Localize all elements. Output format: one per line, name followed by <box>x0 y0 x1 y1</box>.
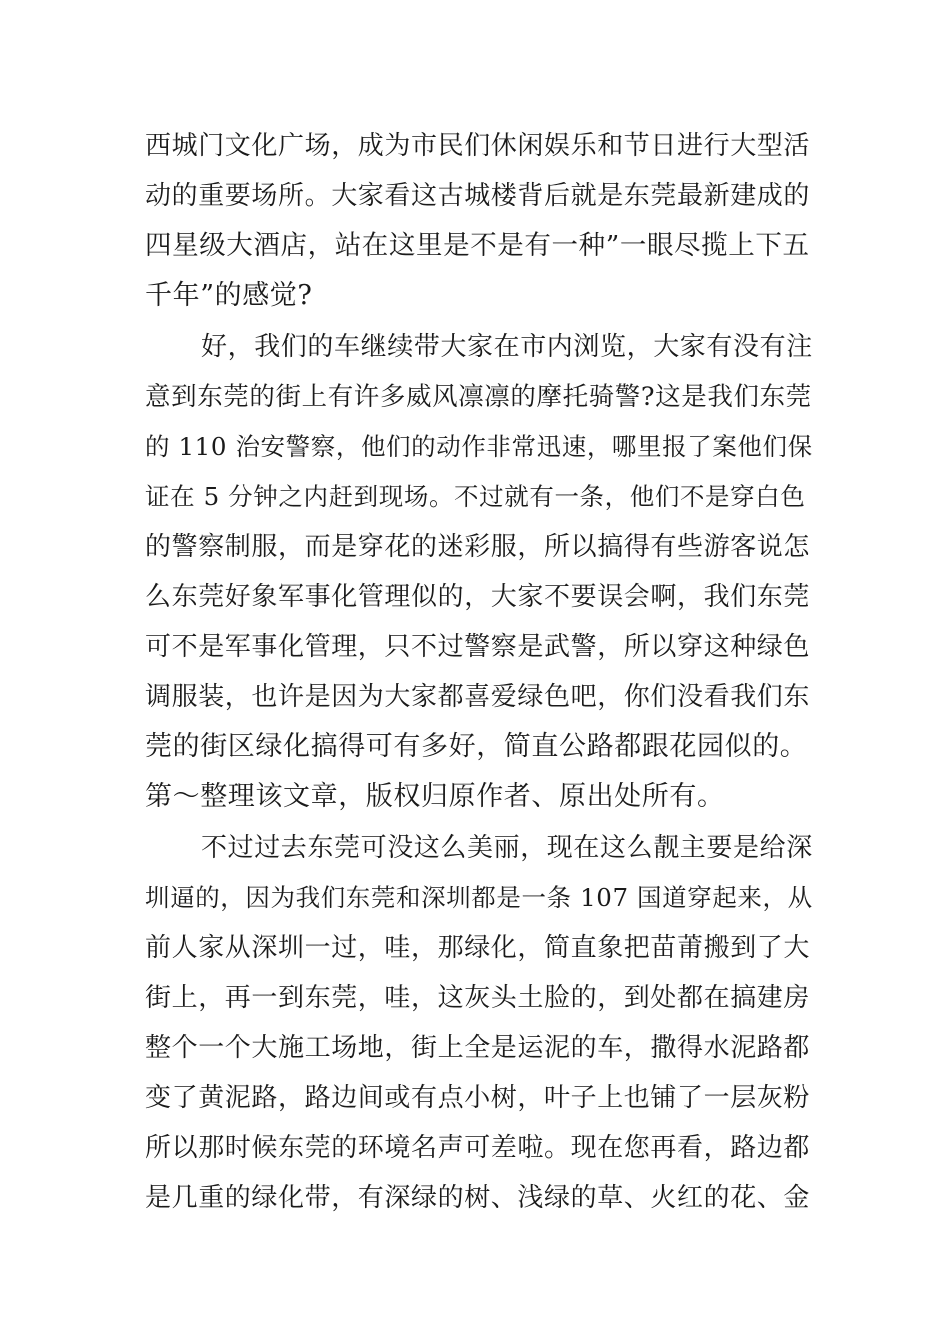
text-line: 是几重的绿化带，有深绿的树、浅绿的草、火红的花、金 <box>145 1183 811 1213</box>
text-line: 可不是军事化管理，只不过警察是武警，所以穿这种绿色 <box>145 632 811 662</box>
text-line: 么东莞好象军事化管理似的，大家不要误会啊，我们东莞 <box>145 582 811 612</box>
text-line: 调服装，也许是因为大家都喜爱绿色吧，你们没看我们东 <box>145 682 811 712</box>
text-line: 第～整理该文章，版权归原作者、原出处所有。 <box>145 781 725 812</box>
text-line: 所以那时候东莞的环境名声可差啦。现在您再看，路边都 <box>145 1133 811 1163</box>
text-line: 动的重要场所。大家看这古城楼背后就是东莞最新建成的 <box>145 181 811 211</box>
text-line: 整个一个大施工场地，街上全是运泥的车，撒得水泥路都 <box>145 1033 811 1063</box>
text-line: 意到东莞的街上有许多威风凛凛的摩托骑警?这是我们东莞 <box>145 382 812 412</box>
text-line: 西城门文化广场，成为市民们休闲娱乐和节日进行大型活 <box>145 131 811 161</box>
text-line: 的 110 治安警察，他们的动作非常迅速，哪里报了案他们保 <box>145 432 813 461</box>
text-line: 的警察制服，而是穿花的迷彩服，所以搞得有些游客说怎 <box>145 532 811 562</box>
text-line: 千年”的感觉? <box>145 280 313 311</box>
paragraph-first-line: 不过过去东莞可没这么美丽，现在这么靓主要是给深 <box>201 833 813 863</box>
text-line: 证在 5 分钟之内赶到现场。不过就有一条，他们不是穿白色 <box>145 482 806 511</box>
paragraph-first-line: 好，我们的车继续带大家在市内浏览，大家有没有注 <box>201 332 813 362</box>
text-line: 莞的街区绿化搞得可有多好，简直公路都跟花园似的。 <box>145 731 808 762</box>
text-line: 四星级大酒店，站在这里是不是有一种”一眼尽揽上下五 <box>145 230 810 261</box>
text-line: 变了黄泥路，路边间或有点小树，叶子上也铺了一层灰粉 <box>145 1083 811 1113</box>
text-line: 圳逼的，因为我们东莞和深圳都是一条 107 国道穿起来，从 <box>145 883 813 912</box>
text-line: 街上，再一到东莞，哇，这灰头土脸的，到处都在搞建房 <box>145 983 811 1013</box>
text-line: 前人家从深圳一过，哇，那绿化，简直象把苗莆搬到了大 <box>145 933 811 963</box>
